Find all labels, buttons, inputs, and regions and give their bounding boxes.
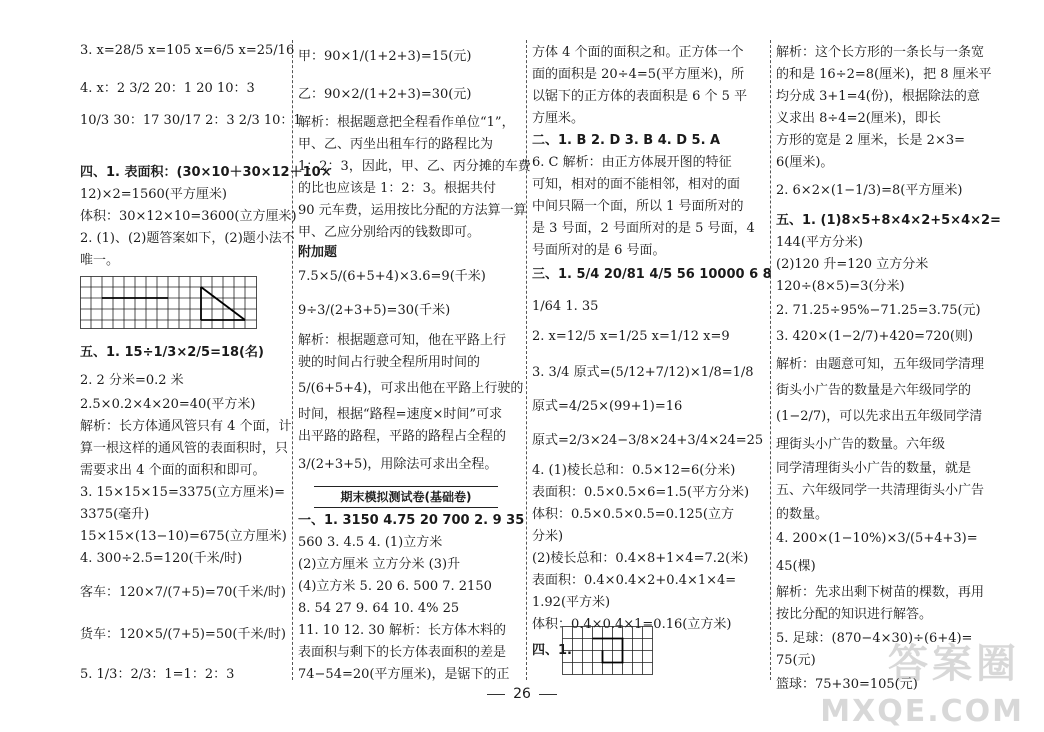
answer-line: 出平路的路程，平路的路程占全程的	[298, 429, 507, 444]
column-divider	[526, 40, 527, 680]
answer-line: 按比分配的知识进行解答。	[776, 607, 933, 622]
answer-line: 原式=4/25×(99+1)=16	[532, 399, 683, 414]
answer-line: 6(厘米)。	[776, 155, 834, 170]
section-heading: 二、1. B 2. D 3. B 4. D 5. A	[532, 133, 721, 148]
answer-line: 4. x：2 3/2 20：1 20 10：3	[80, 81, 255, 96]
answer-line: 解析：由题意可知，五年级同学清理	[776, 357, 985, 372]
answer-line: 7.5×5/(6+5+4)×3.6=9(千米)	[298, 269, 486, 284]
answer-line: (2)120 升=120 立方分米	[776, 257, 929, 272]
answer-line: 篮球：75+30=105(元)	[776, 677, 918, 692]
answer-line: 3. 420×(1−2/7)+420=720(则)	[776, 329, 974, 344]
page-number-dash	[487, 694, 505, 695]
answer-line: 120÷(8×5)=3(分米)	[776, 279, 905, 294]
answer-line: 的比也应该是 1：2：3。根据共付	[298, 181, 496, 196]
answer-line: 5. 1/3：2/3：1=1：2：3	[80, 667, 235, 682]
answer-line: 解析：先求出剩下树苗的棵数，再用	[776, 585, 985, 600]
section-heading: 一、1. 3150 4.75 20 700 2. 9 35	[298, 513, 525, 528]
answer-line: 同学清理街头小广告的数量，就是	[776, 461, 972, 476]
answer-line: 街头小广告的数量是六年级同学的	[776, 383, 972, 398]
answer-line: 6. C 解析：由正方体展开图的特征	[532, 155, 732, 170]
answer-line: 144(平方分米)	[776, 235, 863, 250]
answer-line: 2. 71.25÷95%−71.25=3.75(元)	[776, 303, 981, 318]
answer-line: 以锯下的正方体的表面积是 6 个 5 平	[532, 89, 748, 104]
watermark-logo: 答案圈	[888, 641, 1020, 687]
column-divider	[292, 40, 293, 680]
answer-line: 原式=2/3×24−3/8×24+3/4×24=25	[532, 433, 764, 448]
answer-line: 560 3. 4.5 4. (1)立方米	[298, 535, 443, 550]
answer-line: 74−54=20(平方厘米)，是锯下的正	[298, 667, 510, 682]
answer-line: 是 3 号面，2 号面所对的是 5 号面，4	[532, 221, 755, 236]
answer-line: 解析：这个长方形的一条长与一条宽	[776, 45, 985, 60]
answer-line: 解析：根据题意可知，他在平路上行	[298, 333, 507, 348]
answer-line: 90 元车费，运用按比分配的方法算一算	[298, 203, 527, 218]
answer-line: 4. (1)棱长总和：0.5×12=6(分米)	[532, 463, 736, 478]
grid-diagram	[80, 276, 258, 330]
answer-line: (2)立方厘米 立方分米 (3)升	[298, 557, 461, 572]
answer-line: 12)×2=1560(平方厘米)	[80, 187, 227, 202]
answer-line: 1.92(平方米)	[532, 595, 611, 610]
answer-line: 45(棵)	[776, 559, 816, 574]
answer-line: 乙：90×2/(1+2+3)=30(元)	[298, 87, 472, 102]
answer-line: 3. x=28/5 x=105 x=6/5 x=25/16	[80, 43, 295, 58]
answer-line: 4. 300÷2.5=120(千米/时)	[80, 551, 243, 566]
answer-line: 3375(毫升)	[80, 507, 150, 522]
answer-line: 3/(2+3+5)，用除法可求出全程。	[298, 457, 498, 472]
answer-line: 需要求出 4 个面的面积和即可。	[80, 463, 266, 478]
answer-line: 可知，相对的面不能相邻，相对的面	[532, 177, 741, 192]
answer-line: 的数量。	[776, 507, 829, 522]
answer-line: 15×15×(13−10)=675(立方厘米)	[80, 529, 287, 544]
answer-line: (4)立方米 5. 20 6. 500 7. 2150	[298, 579, 492, 594]
section-heading: 五、1. 15÷1/3×2/5=18(名)	[80, 345, 264, 360]
answer-line: 分米)	[532, 529, 564, 544]
answer-line: 2. 2 分米=0.2 米	[80, 373, 184, 388]
answer-line: 表面积：0.5×0.5×6=1.5(平方分米)	[532, 485, 750, 500]
answer-line: 5. 足球：(870−4×30)÷(6+4)=	[776, 631, 973, 646]
answer-line: 五、六年级同学一共清理街头小广告	[776, 483, 985, 498]
answer-line: 时间，根据“路程=速度×时间”可求	[298, 407, 503, 422]
answer-line: 算一根这样的通风管的表面积时，只	[80, 441, 289, 456]
answer-line: 驶的时间占行驶全程所用时间的	[298, 355, 481, 370]
answer-line: 2. 6×2×(1−1/3)=8(平方厘米)	[776, 183, 963, 198]
answer-line: 2. x=12/5 x=1/25 x=1/12 x=9	[532, 329, 730, 344]
answer-line: 方厘米。	[532, 111, 585, 126]
answer-line: 体积：0.4×0.4×1=0.16(立方米)	[532, 617, 732, 632]
answer-line: (2)棱长总和：0.4×8+1×4=7.2(米)	[532, 551, 749, 566]
section-heading: 四、1. 表面积：(30×10＋30×12＋10×	[80, 165, 332, 180]
page-number-dash	[539, 694, 557, 695]
answer-line: 面的面积是 20÷4=5(平方厘米)，所	[532, 67, 745, 82]
answer-line: 的和是 16÷2=8(厘米)，把 8 厘米平	[776, 67, 992, 82]
column-divider	[770, 40, 771, 680]
answer-line: 义求出 8÷4=2(厘米)，即长	[776, 111, 941, 126]
answer-line: 中间只隔一个面，所以 1 号面所对的	[532, 199, 744, 214]
answer-line: 表面积：0.4×0.4×2+0.4×1×4=	[532, 573, 737, 588]
answer-line: 解析：长方体通风管只有 4 个面，计	[80, 419, 292, 434]
answer-line: 1/64 1. 35	[532, 299, 599, 314]
section-heading: 四、1.	[532, 643, 572, 658]
answer-line: 表面积与剩下的长方体表面积的差是	[298, 645, 507, 660]
answer-line: 方形的宽是 2 厘米，长是 2×3=	[776, 133, 965, 148]
answer-line: 8. 54 27 9. 64 10. 4% 25	[298, 601, 460, 616]
answer-line: 4. 200×(1−10%)×3/(5+4+3)=	[776, 531, 978, 546]
answer-line: 2.5×0.2×4×20=40(平方米)	[80, 397, 256, 412]
answer-line: 均分成 3+1=4(份)，根据除法的意	[776, 89, 980, 104]
answer-line: 解析：根据题意把全程看作单位“1”，	[298, 115, 515, 130]
grid-diagram	[562, 626, 654, 676]
section-heading: 三、1. 5/4 20/81 4/5 56 10000 6 8	[532, 267, 772, 282]
answer-line: 11. 10 12. 30 解析：长方体木料的	[298, 623, 506, 638]
answer-line: 客车：120×7/(7+5)=70(千米/时)	[80, 585, 286, 600]
answer-line: 号面所对的是 6 号面。	[532, 243, 666, 258]
answer-line: 3. 15×15×15=3375(立方厘米)=	[80, 485, 285, 500]
answer-line: 甲、乙应分别给丙的钱数即可。	[298, 225, 481, 240]
answer-line: (1−2/7)，可以先求出五年级同学清	[776, 409, 983, 424]
answer-line: 体积：0.5×0.5×0.5=0.125(立方	[532, 507, 734, 522]
answer-line: 5/(6+5+4)，可求出他在平路上行驶的	[298, 381, 524, 396]
answer-line: 唯一。	[80, 253, 120, 268]
answer-line: 75(元)	[776, 653, 816, 668]
watermark-url: MXQE.COM	[820, 694, 1024, 729]
test-paper-title: 期末模拟测试卷(基础卷)	[314, 486, 498, 508]
answer-line: 方体 4 个面的面积之和。正方体一个	[532, 45, 744, 60]
answer-line: 体积：30×12×10=3600(立方厘米)	[80, 209, 297, 224]
answer-line: 甲、乙、丙坐出租车行的路程比为	[298, 137, 494, 152]
answer-line: 9÷3/(2+3+5)=30(千米)	[298, 303, 451, 318]
answer-line: 1：2：3，因此，甲、乙、丙分摊的车费	[298, 159, 531, 174]
answer-line: 2. (1)、(2)题答案如下，(2)题小法不	[80, 231, 295, 246]
answer-line: 3. 3/4 原式=(5/12+7/12)×1/8=1/8	[532, 365, 754, 380]
page-number-text: 26	[513, 686, 531, 702]
section-heading: 五、1. (1)8×5+8×4×2+5×4×2=	[776, 213, 1001, 228]
section-heading: 附加题	[298, 245, 338, 260]
answer-line: 甲：90×1/(1+2+3)=15(元)	[298, 49, 472, 64]
answer-line: 理街头小广告的数量。六年级	[776, 437, 946, 452]
answer-line: 货车：120×5/(7+5)=50(千米/时)	[80, 627, 286, 642]
answer-line: 10/3 30：17 30/17 2：3 2/3 10：1	[80, 113, 302, 128]
